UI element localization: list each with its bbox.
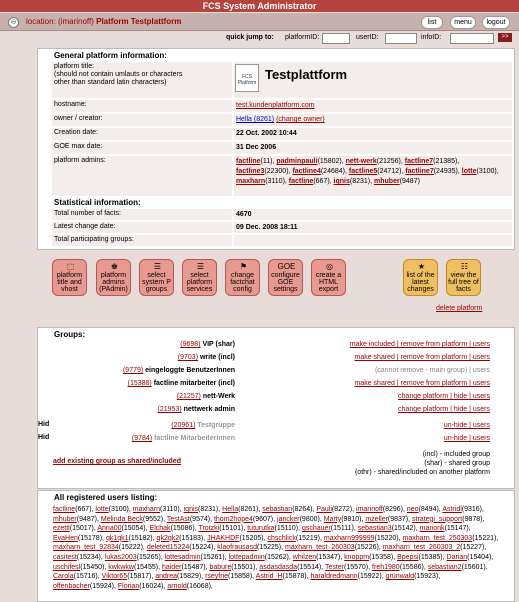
user-link[interactable]: Trotzki xyxy=(198,525,220,533)
group-id-link[interactable]: (9784) xyxy=(131,435,153,442)
export-icon: ◎ xyxy=(326,262,333,271)
user-link[interactable]: deleted15224 xyxy=(146,544,190,552)
admin-link[interactable]: lotte xyxy=(461,168,477,175)
window-title: FCS System Administrator xyxy=(0,0,519,12)
user-link[interactable]: imarinoff xyxy=(356,506,383,513)
user-link[interactable]: mhuber xyxy=(53,515,77,523)
user-id: (15110), xyxy=(274,525,302,533)
user-link[interactable]: EvaHen xyxy=(53,534,78,542)
user-id: (15111), xyxy=(330,525,358,533)
user-link[interactable]: Viktor65 xyxy=(101,573,128,581)
user-id: (3110), xyxy=(160,506,184,513)
user-link[interactable]: whilzen xyxy=(292,553,317,561)
user-link[interactable]: lottepadmin xyxy=(228,553,265,561)
user-id: (8261), xyxy=(238,506,263,513)
group-label: factline mitarbeiter (incl) xyxy=(153,380,235,387)
info-id-input[interactable] xyxy=(450,33,494,44)
group-actions[interactable]: change platform | hide | users xyxy=(398,393,490,400)
group-actions[interactable]: make shared | remove from platform | users xyxy=(354,380,490,387)
admin-id: (15802), xyxy=(317,158,346,165)
user-id-label: userID: xyxy=(356,34,379,41)
user-id: (9316), xyxy=(461,506,484,513)
users-list xyxy=(53,505,503,591)
user-id: (15101), xyxy=(219,525,248,533)
group-label: nettwerk admin xyxy=(183,406,235,413)
btn-label: view the full tree of facts xyxy=(448,272,479,293)
group-name[interactable] xyxy=(50,405,235,414)
admin-id: (21256), xyxy=(376,158,405,165)
user-id: (15262), xyxy=(264,553,293,561)
user-link[interactable]: mzeller xyxy=(365,515,388,523)
user-link[interactable]: Anna00 xyxy=(97,525,122,533)
user-id: (8494), xyxy=(418,506,443,513)
user-id: (15487), xyxy=(181,563,210,571)
group-actions[interactable]: (cannot remove - main group) | users xyxy=(374,367,490,374)
admin-id: (24935), xyxy=(433,168,462,175)
group-id-link[interactable]: (9703) xyxy=(177,354,199,361)
user-link[interactable]: Pauli xyxy=(316,506,332,513)
user-id: (15222), xyxy=(118,544,147,552)
user-link[interactable]: haraldredmann xyxy=(310,573,358,581)
admin-link[interactable]: factline3 xyxy=(236,168,265,175)
user-link[interactable]: haider xyxy=(161,563,182,571)
user-link[interactable]: ezettl xyxy=(53,525,70,533)
user-link[interactable]: maxharn xyxy=(132,506,161,513)
user-id: (15586), xyxy=(399,563,428,571)
hostname-label: hostname: xyxy=(52,100,232,112)
user-link[interactable]: uschifesl xyxy=(53,563,81,571)
platform-title-value: Testplattform xyxy=(265,67,348,82)
user-link[interactable]: tuturutka xyxy=(247,525,275,533)
user-id: (3100), xyxy=(108,506,133,513)
admin-id: (9487) xyxy=(399,178,420,185)
user-id: (15570), xyxy=(344,563,373,571)
delete-platform-link[interactable]: delete platform xyxy=(436,305,483,312)
admin-id: (8231), xyxy=(349,178,375,185)
group-label: eingeloggte BenutzerInnen xyxy=(145,367,235,374)
user-link[interactable]: TestAst xyxy=(166,515,190,523)
user-id: (15227), xyxy=(460,544,487,552)
title-icon: ⬚ xyxy=(66,262,75,271)
user-link[interactable]: Elchak xyxy=(149,525,171,533)
legend-shar: (shar) - shared group xyxy=(424,460,490,467)
admin-id: (24684), xyxy=(320,168,349,175)
user-id: (15183), xyxy=(179,534,208,542)
menu-button[interactable]: menu xyxy=(450,16,476,29)
user-id: (9552), xyxy=(142,515,167,523)
group-id-link[interactable]: (21953) xyxy=(157,406,182,413)
facts-value: 4670 xyxy=(234,209,512,220)
admin-link[interactable]: mhuber xyxy=(374,178,400,185)
platform-title-button[interactable] xyxy=(52,259,87,296)
group-actions[interactable]: change platform | hide | users xyxy=(398,406,490,413)
user-link[interactable]: lottesadmin xyxy=(164,553,201,561)
admin-id: (24712), xyxy=(377,168,406,175)
factchat-icon: ⚑ xyxy=(239,262,248,271)
user-link[interactable]: strategi_support xyxy=(412,515,463,523)
user-id: (8296), xyxy=(382,506,407,513)
user-link[interactable]: marionk xyxy=(419,525,445,533)
user-id: (667), xyxy=(75,506,96,513)
group-label: Testgruppe xyxy=(197,422,235,429)
user-link[interactable]: maxharn999999 xyxy=(323,534,375,542)
admin-link[interactable]: factline4 xyxy=(292,168,321,175)
select-system-groups-button[interactable] xyxy=(139,259,174,296)
group-legend xyxy=(320,450,490,477)
latest-value: 09 Dec. 2008 18:11 xyxy=(234,222,512,233)
user-link[interactable]: knoppm xyxy=(344,553,370,561)
logout-button[interactable]: logout xyxy=(482,16,510,29)
user-link[interactable]: offenbacher xyxy=(53,582,90,590)
user-link[interactable]: Astrid_H xyxy=(255,573,283,581)
group-actions[interactable]: make shared | remove from platform | users xyxy=(354,354,490,361)
user-link[interactable]: qk2qk2 xyxy=(156,534,180,542)
user-id: (9574), xyxy=(189,515,214,523)
groups-count-value xyxy=(234,235,512,246)
hostname-cell xyxy=(234,100,512,112)
changes-icon: ★ xyxy=(417,262,426,271)
user-id: (15455), xyxy=(133,563,162,571)
user-link[interactable]: Hella xyxy=(222,506,239,513)
admins-icon: ♚ xyxy=(110,262,119,271)
user-link[interactable]: freh1980 xyxy=(372,563,400,571)
title-cell xyxy=(234,62,512,98)
user-id: (15817), xyxy=(127,573,156,581)
general-heading: General platform information: xyxy=(54,51,167,60)
group-name[interactable] xyxy=(50,340,235,349)
user-id: (15347), xyxy=(316,553,345,561)
groups-heading: Groups: xyxy=(54,330,86,339)
user-id: (8264), xyxy=(292,506,317,513)
user-link[interactable]: sebastian2 xyxy=(427,563,462,571)
user-id: (15147), xyxy=(444,525,471,533)
user-link[interactable]: lotte xyxy=(95,506,109,513)
user-id: (15385), xyxy=(418,553,447,561)
user-id: (15716), xyxy=(73,573,102,581)
user-link[interactable]: arnold xyxy=(167,582,187,590)
user-id: (9878), xyxy=(462,515,485,523)
select-services-button[interactable] xyxy=(182,259,217,296)
user-link[interactable]: babure xyxy=(209,563,232,571)
location-bar xyxy=(0,13,519,31)
user-link[interactable]: sebastian xyxy=(262,506,293,513)
user-link[interactable]: maxharn_test_260303_2 xyxy=(382,544,461,552)
user-link[interactable]: asdasdasda xyxy=(259,563,298,571)
user-id: (15220), xyxy=(374,534,403,542)
admin-link[interactable]: factline7 xyxy=(404,158,434,165)
user-link[interactable]: factline xyxy=(53,506,76,513)
admin-link[interactable]: maxharn xyxy=(236,178,266,185)
admin-link[interactable]: factline7 xyxy=(405,168,434,175)
group-id-link[interactable]: (9698) xyxy=(180,341,201,348)
groups-icon: ☰ xyxy=(153,262,162,271)
user-link[interactable]: Marty xyxy=(323,515,342,523)
user-link[interactable]: casitest xyxy=(53,553,77,561)
legend-othr: (othr) - shared/included on another platform xyxy=(354,469,490,476)
users-heading: All registered users listing: xyxy=(54,493,158,502)
user-id: (15182), xyxy=(128,534,157,542)
user-id: (15261), xyxy=(200,553,229,561)
user-id: (15178), xyxy=(77,534,106,542)
add-group-link[interactable]: add existing group as shared/included xyxy=(53,458,181,465)
group-name[interactable] xyxy=(50,353,235,362)
jump-go-button[interactable]: >> xyxy=(498,33,512,42)
group-name[interactable] xyxy=(50,366,235,375)
html-export-button[interactable] xyxy=(311,259,346,296)
user-id: (9837), xyxy=(387,515,413,523)
user-link[interactable]: rseyfrie xyxy=(205,573,229,581)
latest-changes-button[interactable] xyxy=(403,259,438,296)
admin-id: (11), xyxy=(260,158,277,165)
user-link[interactable]: Florian xyxy=(117,582,140,590)
group-actions[interactable]: make included | remove from platform | users xyxy=(349,341,490,348)
back-icon[interactable]: ⊖ xyxy=(8,17,19,28)
user-id: (15829), xyxy=(177,573,206,581)
user-link[interactable]: thom2hope4 xyxy=(213,515,253,523)
creation-label: Creation date: xyxy=(52,128,232,140)
stats-heading: Statistical information: xyxy=(54,198,141,207)
group-name[interactable] xyxy=(50,379,235,388)
user-link[interactable]: lukas2003 xyxy=(104,553,137,561)
user-id: (15224), xyxy=(189,544,218,552)
title-label: platform title: (should not contain umlauts or characters other than standard latin characters) xyxy=(52,62,232,98)
full-tree-button[interactable] xyxy=(446,259,481,296)
admin-link[interactable]: factline xyxy=(288,178,314,185)
user-id: (15205), xyxy=(239,534,268,542)
owner-label: owner / creator: xyxy=(52,114,232,126)
user-id: (15226), xyxy=(354,544,383,552)
user-link[interactable]: maxharn_test_250303 xyxy=(402,534,473,542)
btn-label: configure GOE settings xyxy=(271,272,300,293)
btn-label: change factchat config xyxy=(230,272,255,293)
btn-label: platform admins (PAdmin) xyxy=(99,272,128,293)
user-link[interactable]: chschlick xyxy=(267,534,296,542)
admin-link[interactable]: iqnis xyxy=(333,178,350,185)
user-link[interactable]: Melinda Beck xyxy=(100,515,143,523)
user-id: (15225), xyxy=(256,544,286,552)
btn-label: list of the latest changes xyxy=(406,272,435,293)
user-id: (15234), xyxy=(76,553,105,561)
user-id: (8231), xyxy=(198,506,223,513)
user-id: (15142), xyxy=(391,525,420,533)
platform-logo: FCS Platform xyxy=(235,64,259,92)
user-link[interactable]: Darian xyxy=(446,553,468,561)
latest-label: Latest change date: xyxy=(52,222,232,233)
user-link[interactable]: jancker xyxy=(277,515,300,523)
admin-link[interactable]: nett-werk xyxy=(345,158,377,165)
group-name[interactable] xyxy=(50,421,235,430)
group-label: factline MitarbeiterInnen xyxy=(154,435,235,442)
user-id: (9810), xyxy=(341,515,366,523)
user-id: (15514), xyxy=(297,563,325,571)
group-name[interactable] xyxy=(50,434,235,443)
group-actions[interactable]: un-hide | users xyxy=(443,435,490,442)
group-label: write (incl) xyxy=(199,354,235,361)
user-id: (15450), xyxy=(80,563,109,571)
platform-id-label: platformID: xyxy=(285,34,320,41)
user-link[interactable]: maxharn_test_260303 xyxy=(285,544,355,552)
user-link[interactable]: klaofrausasd xyxy=(217,544,257,552)
user-link[interactable]: grünwald xyxy=(385,573,415,581)
creation-value: 22 Oct. 2002 10:44 xyxy=(234,128,512,140)
hidden-marker: Hid xyxy=(38,434,50,441)
goe-value: 31 Dec 2006 xyxy=(234,142,512,154)
admin-id: (3110), xyxy=(265,178,289,185)
admin-id: (667), xyxy=(313,178,334,185)
owner-cell xyxy=(234,114,512,126)
user-id: (15601), xyxy=(461,563,488,571)
quick-jump-label: quick jump to: xyxy=(226,34,274,41)
goe-label: GOE max date: xyxy=(52,142,232,154)
user-link[interactable]: maxharn_test_92834 xyxy=(53,544,119,552)
btn-label: platform title and vhost xyxy=(56,272,83,293)
user-id: (8272), xyxy=(331,506,357,513)
legend-incl: (incl) - included group xyxy=(422,451,490,458)
services-icon: ☰ xyxy=(196,262,205,271)
group-label: nett-Werk xyxy=(202,393,235,400)
groups-count-label: Total participating groups: xyxy=(52,235,232,246)
admin-link[interactable]: padminpauli xyxy=(276,158,318,165)
change-owner-link[interactable]: (change owner) xyxy=(276,116,325,123)
user-link[interactable]: Carola xyxy=(53,573,74,581)
btn-label: select system P groups xyxy=(142,272,171,293)
goe-settings-button[interactable] xyxy=(268,259,303,296)
user-link[interactable]: neo xyxy=(406,506,419,513)
user-link[interactable]: JHAKHDF xyxy=(207,534,240,542)
user-id: (15265), xyxy=(136,553,165,561)
platform-admins-button[interactable] xyxy=(96,259,131,296)
facts-label: Total number of facts: xyxy=(52,209,232,220)
admin-link[interactable]: factline5 xyxy=(348,168,378,175)
group-id-link[interactable]: (15388) xyxy=(127,380,152,387)
user-link[interactable]: andrea xyxy=(155,573,178,581)
user-id: (15922), xyxy=(357,573,386,581)
user-id: (15923), xyxy=(414,573,441,581)
group-id-link[interactable]: (9779) xyxy=(122,367,144,374)
user-id: (9800), xyxy=(299,515,324,523)
user-id: (15358), xyxy=(369,553,398,561)
group-name[interactable] xyxy=(50,392,235,401)
goe-icon: GOE xyxy=(277,262,296,271)
btn-label: select platform services xyxy=(186,272,213,293)
user-id: (15219), xyxy=(295,534,324,542)
user-id: (15404), xyxy=(467,553,494,561)
user-link[interactable]: Astridl xyxy=(442,506,462,513)
tree-icon: ☷ xyxy=(460,262,469,271)
user-link[interactable]: qk1qk1 xyxy=(105,534,129,542)
group-actions[interactable]: un-hide | users xyxy=(443,422,490,429)
group-id-link[interactable]: (20961) xyxy=(171,422,196,429)
admin-id: (22300), xyxy=(264,168,293,175)
user-id: (15501), xyxy=(231,563,260,571)
user-id: (15858), xyxy=(228,573,256,581)
user-id: (15878), xyxy=(282,573,311,581)
hostname-link[interactable]: test.kundenplattform.com xyxy=(236,102,315,109)
hidden-marker: Hid xyxy=(38,421,50,428)
user-id: (9607), xyxy=(252,515,278,523)
user-id: (15924), xyxy=(89,582,118,590)
user-link[interactable]: sebastian3 xyxy=(357,525,392,533)
user-id: (15054), xyxy=(121,525,150,533)
admins-list xyxy=(234,156,512,196)
admin-id: (3100), xyxy=(476,168,499,175)
user-id: (15221), xyxy=(472,534,499,542)
group-id-link[interactable]: (21257) xyxy=(176,393,201,400)
admin-link[interactable]: factline xyxy=(236,158,261,165)
btn-label: create a HTML export xyxy=(315,272,342,293)
info-id-label: infoID: xyxy=(421,34,442,41)
user-link[interactable]: iqnis xyxy=(183,506,199,513)
list-button[interactable]: list xyxy=(421,16,443,29)
user-link[interactable]: Bpepsi xyxy=(397,553,419,561)
factchat-config-button[interactable] xyxy=(225,259,260,296)
user-link[interactable]: Tester xyxy=(324,563,345,571)
owner-link[interactable]: Hella (8261) xyxy=(236,116,275,123)
admin-id: (21385), xyxy=(433,158,460,165)
group-label: VIP (shar) xyxy=(202,341,235,348)
user-id: (15017), xyxy=(69,525,98,533)
admins-label: platform admins: xyxy=(52,156,232,196)
user-id-input[interactable] xyxy=(385,33,417,44)
general-info-panel xyxy=(37,48,515,250)
platform-id-input[interactable] xyxy=(322,33,350,44)
user-link[interactable]: gschauer xyxy=(301,525,331,533)
location-text: location: (imarinoff) Platform Testplattform xyxy=(26,17,182,26)
user-id: (16024), xyxy=(139,582,168,590)
user-id: (16068), xyxy=(186,582,213,590)
user-id: (9487), xyxy=(76,515,101,523)
user-id: (15086), xyxy=(170,525,199,533)
user-link[interactable]: kwkwkw xyxy=(108,563,134,571)
